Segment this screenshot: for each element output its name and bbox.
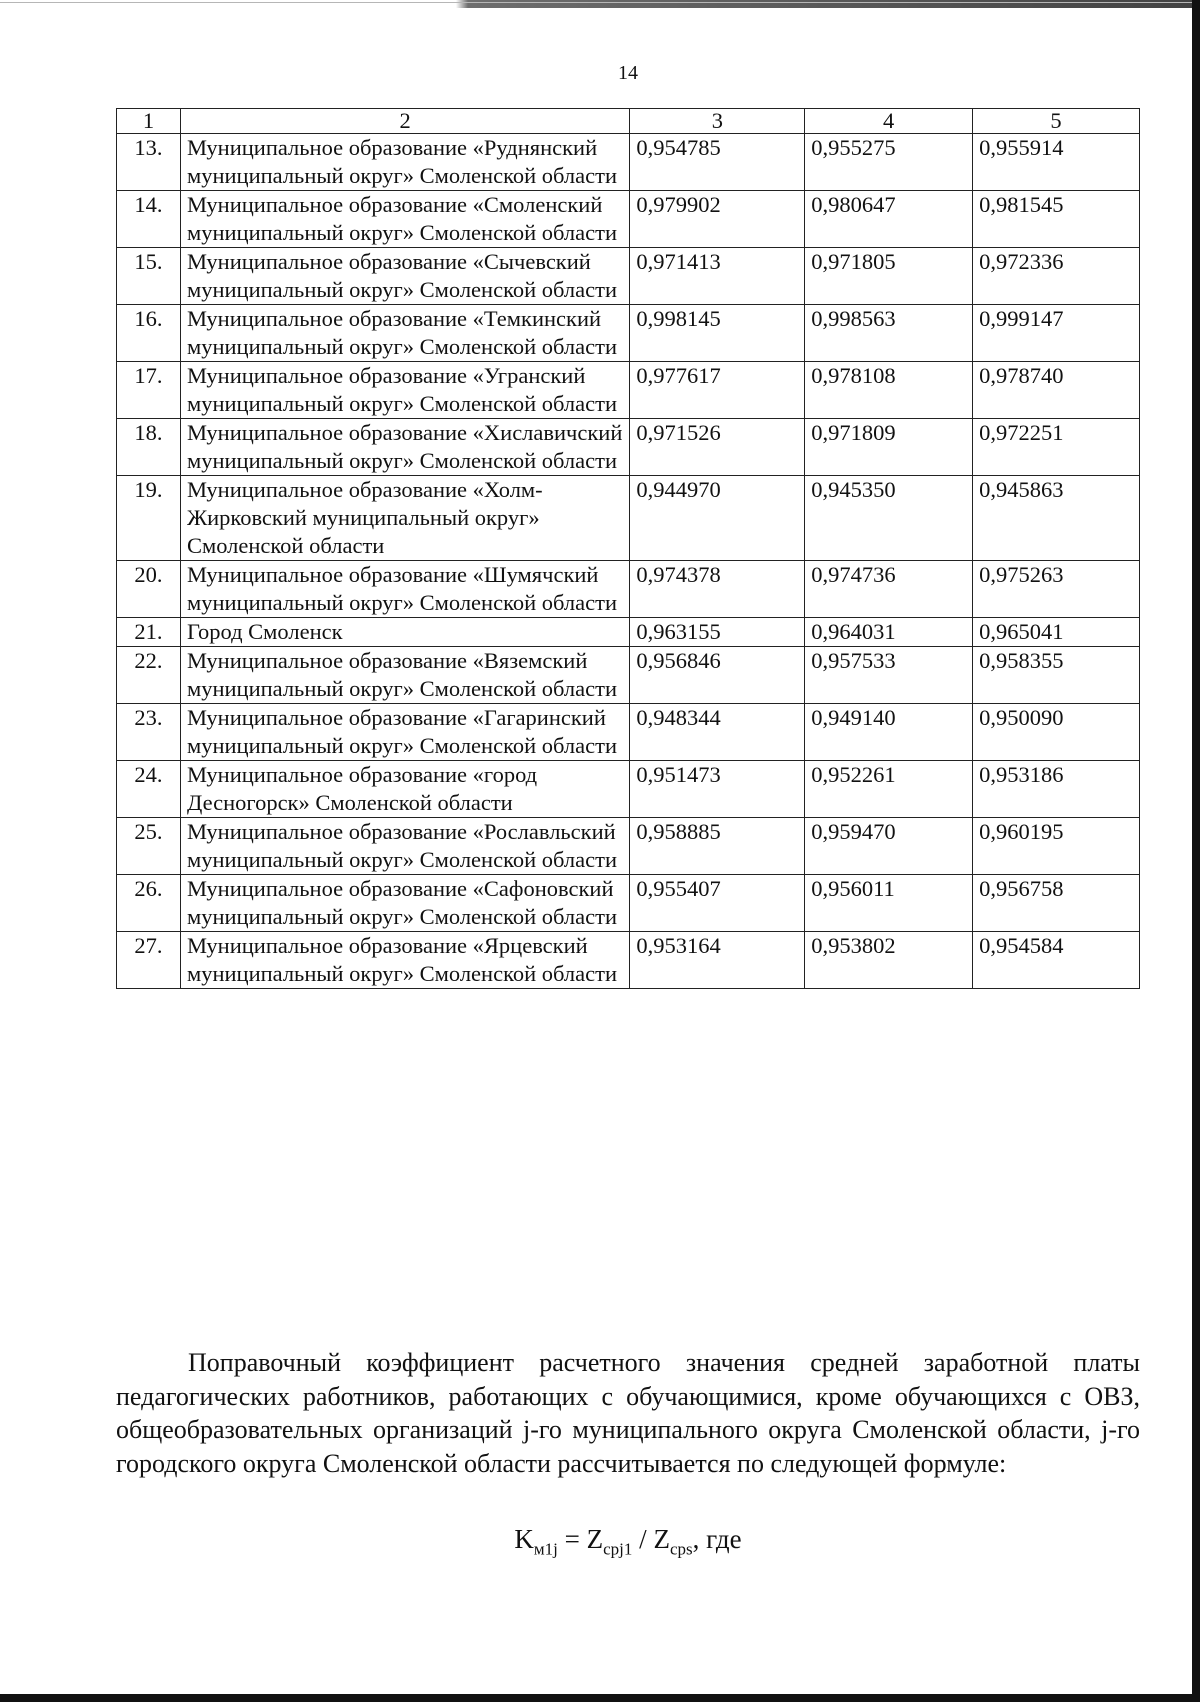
formula-z2: Z [653,1524,670,1554]
row-number: 20. [117,561,181,618]
table-header-row [117,109,1140,134]
row-value-col5: 0,958355 [973,647,1140,704]
row-name: Муниципальное образование «город Десногорск» Смоленской области [180,761,629,818]
paragraph-text: Поправочный коэффициент расчетного значения средней заработной платы педагогических работников, работающих с обучающимися, кроме обучающихся с ОВЗ, общеобразовательных организаций j-го муниципального округа Смоленской области, j-го городского округа Смоленской области рассчитывается по следующей формуле: [116,1348,1140,1478]
row-value-col3: 0,958885 [630,818,805,875]
row-value-col4: 0,959470 [805,818,973,875]
table-row [117,362,1140,419]
row-number: 19. [117,476,181,561]
row-value-col3: 0,974378 [630,561,805,618]
formula-equals: = [557,1524,587,1554]
header-col-1: 1 [117,109,181,134]
formula-z2-sub: срs [669,1539,693,1559]
row-value-col3: 0,963155 [630,618,805,647]
row-number: 18. [117,419,181,476]
row-value-col4: 0,971805 [805,248,973,305]
row-value-col3: 0,971413 [630,248,805,305]
row-value-col3: 0,956846 [630,647,805,704]
table-row [117,191,1140,248]
row-number: 21. [117,618,181,647]
row-value-col4: 0,953802 [805,932,973,989]
row-value-col4: 0,964031 [805,618,973,647]
table-row [117,818,1140,875]
row-value-col3: 0,979902 [630,191,805,248]
row-number: 27. [117,932,181,989]
page-number: 14 [618,62,638,84]
table-row [117,932,1140,989]
row-number: 14. [117,191,181,248]
row-value-col3: 0,953164 [630,932,805,989]
row-value-col5: 0,960195 [973,818,1140,875]
header-col-2: 2 [180,109,629,134]
row-value-col5: 0,953186 [973,761,1140,818]
row-name: Муниципальное образование «Темкинский муниципальный округ» Смоленской области [180,305,629,362]
table-row [117,618,1140,647]
row-name: Муниципальное образование «Холм-Жирковский муниципальный округ» Смоленской области [180,476,629,561]
row-name: Муниципальное образование «Гагаринский муниципальный округ» Смоленской области [180,704,629,761]
row-value-col5: 0,972251 [973,419,1140,476]
table-row [117,476,1140,561]
row-value-col3: 0,955407 [630,875,805,932]
row-name: Муниципальное образование «Смоленский муниципальный округ» Смоленской области [180,191,629,248]
row-value-col4: 0,971809 [805,419,973,476]
row-name: Муниципальное образование «Руднянский муниципальный округ» Смоленской области [180,134,629,191]
header-col-3: 3 [630,109,805,134]
table-row [117,704,1140,761]
table-row [117,305,1140,362]
row-value-col4: 0,957533 [805,647,973,704]
row-name: Город Смоленск [180,618,629,647]
formula [0,1524,1200,1559]
row-value-col5: 0,981545 [973,191,1140,248]
row-number: 23. [117,704,181,761]
table-row [117,561,1140,618]
row-name: Муниципальное образование «Ярцевский муниципальный округ» Смоленской области [180,932,629,989]
row-value-col5: 0,955914 [973,134,1140,191]
table-row [117,875,1140,932]
row-name: Муниципальное образование «Шумячский муниципальный округ» Смоленской области [180,561,629,618]
row-value-col3: 0,944970 [630,476,805,561]
row-number: 13. [117,134,181,191]
table-row [117,419,1140,476]
row-value-col5: 0,972336 [973,248,1140,305]
table-body [117,134,1140,989]
row-value-col5: 0,978740 [973,362,1140,419]
row-number: 16. [117,305,181,362]
formula-z1: Z [586,1524,604,1554]
row-value-col4: 0,978108 [805,362,973,419]
formula-z1-sub: срj1 [603,1539,633,1559]
row-name: Муниципальное образование «Сафоновский муниципальный округ» Смоленской области [180,875,629,932]
row-name: Муниципальное образование «Рославльский муниципальный округ» Смоленской области [180,818,629,875]
row-value-col3: 0,951473 [630,761,805,818]
table-row [117,248,1140,305]
row-value-col5: 0,954584 [973,932,1140,989]
row-value-col5: 0,950090 [973,704,1140,761]
row-value-col3: 0,948344 [630,704,805,761]
row-value-col5: 0,965041 [973,618,1140,647]
body-paragraph [116,1346,1140,1480]
header-col-5: 5 [973,109,1140,134]
row-number: 24. [117,761,181,818]
coefficients-table [116,108,1140,989]
scan-top-edge [0,0,1200,8]
row-value-col4: 0,956011 [805,875,973,932]
row-name: Муниципальное образование «Сычевский муниципальный округ» Смоленской области [180,248,629,305]
row-value-col3: 0,977617 [630,362,805,419]
formula-tail: , где [692,1524,742,1554]
formula-slash: / [632,1524,654,1554]
row-number: 26. [117,875,181,932]
row-value-col3: 0,998145 [630,305,805,362]
row-value-col4: 0,952261 [805,761,973,818]
header-col-4: 4 [805,109,973,134]
row-number: 22. [117,647,181,704]
formula-k-sub: м1j [533,1539,558,1559]
formula-k: K [514,1524,534,1554]
row-name: Муниципальное образование «Угранский муниципальный округ» Смоленской области [180,362,629,419]
row-value-col5: 0,945863 [973,476,1140,561]
row-value-col5: 0,999147 [973,305,1140,362]
scan-right-edge [1192,0,1200,1702]
row-value-col3: 0,971526 [630,419,805,476]
table-row [117,647,1140,704]
row-name: Муниципальное образование «Хиславичский муниципальный округ» Смоленской области [180,419,629,476]
row-number: 17. [117,362,181,419]
row-value-col4: 0,974736 [805,561,973,618]
table-row [117,761,1140,818]
row-number: 15. [117,248,181,305]
table-row [117,134,1140,191]
row-number: 25. [117,818,181,875]
row-name: Муниципальное образование «Вяземский муниципальный округ» Смоленской области [180,647,629,704]
row-value-col3: 0,954785 [630,134,805,191]
row-value-col5: 0,975263 [973,561,1140,618]
row-value-col4: 0,980647 [805,191,973,248]
row-value-col4: 0,998563 [805,305,973,362]
row-value-col4: 0,955275 [805,134,973,191]
row-value-col4: 0,949140 [805,704,973,761]
scan-bottom-edge [0,1694,1200,1702]
row-value-col5: 0,956758 [973,875,1140,932]
row-value-col4: 0,945350 [805,476,973,561]
